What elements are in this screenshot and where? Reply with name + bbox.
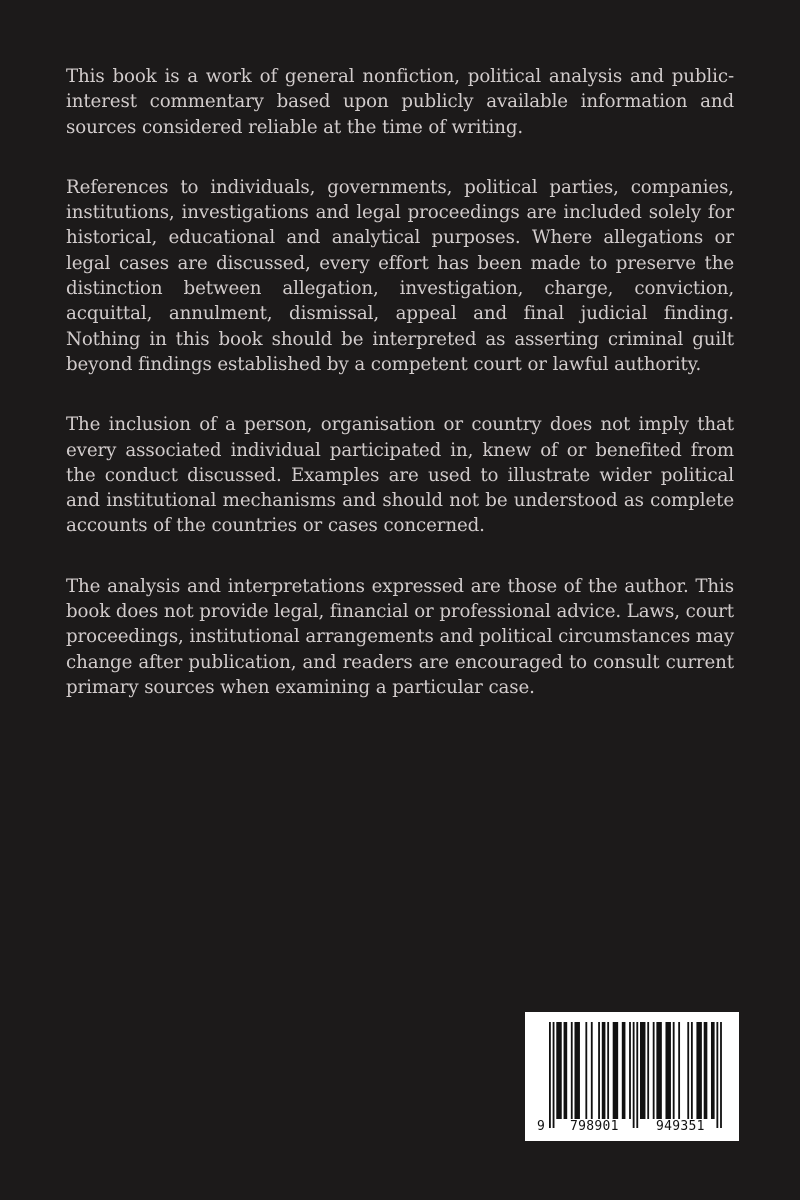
disclaimer-paragraph-1: This book is a work of general nonfiction, political analysis and public-interest commentary based upon publicly available information and sources considered reliable at the time of writing.: [66, 66, 734, 138]
disclaimer-paragraph-4: The analysis and interpretations expressed are those of the author. This book does not provide legal, financial or professional advice. Laws, court proceedings, institutional arrangements and political circumstances may change after publication, and readers are encouraged to consult current primary sources when examining a particular case.: [66, 575, 734, 698]
isbn-barcode: [525, 1012, 739, 1141]
barcode-first-digit: 9: [537, 1119, 546, 1134]
disclaimer-paragraph-3: The inclusion of a person, organisation or country does not imply that every associated individual participated in, knew of or benefited from the conduct discussed. Examples are used to illustrate wider political and institutional mechanisms and should not be understood as complete accounts of the countries or cases concerned.: [66, 414, 734, 537]
barcode-right-group: 949351: [656, 1119, 705, 1134]
barcode-left-group: 798901: [570, 1119, 619, 1134]
disclaimer-text: [66, 64, 734, 735]
barcode-digits: [525, 1012, 739, 1141]
disclaimer-paragraph-2: References to individuals, governments, political parties, companies, institutions, investigations and legal proceedings are included solely for historical, educational and analytical purposes. Where allegations or legal cases are discussed, every effort has been made to preserve the distinction between allegation, investigation, charge, conviction, acquittal, annulment, dismissal, appeal and final judicial finding. Nothing in this book should be interpreted as asserting criminal guilt beyond findings established by a competent court or lawful authority.: [66, 176, 734, 375]
